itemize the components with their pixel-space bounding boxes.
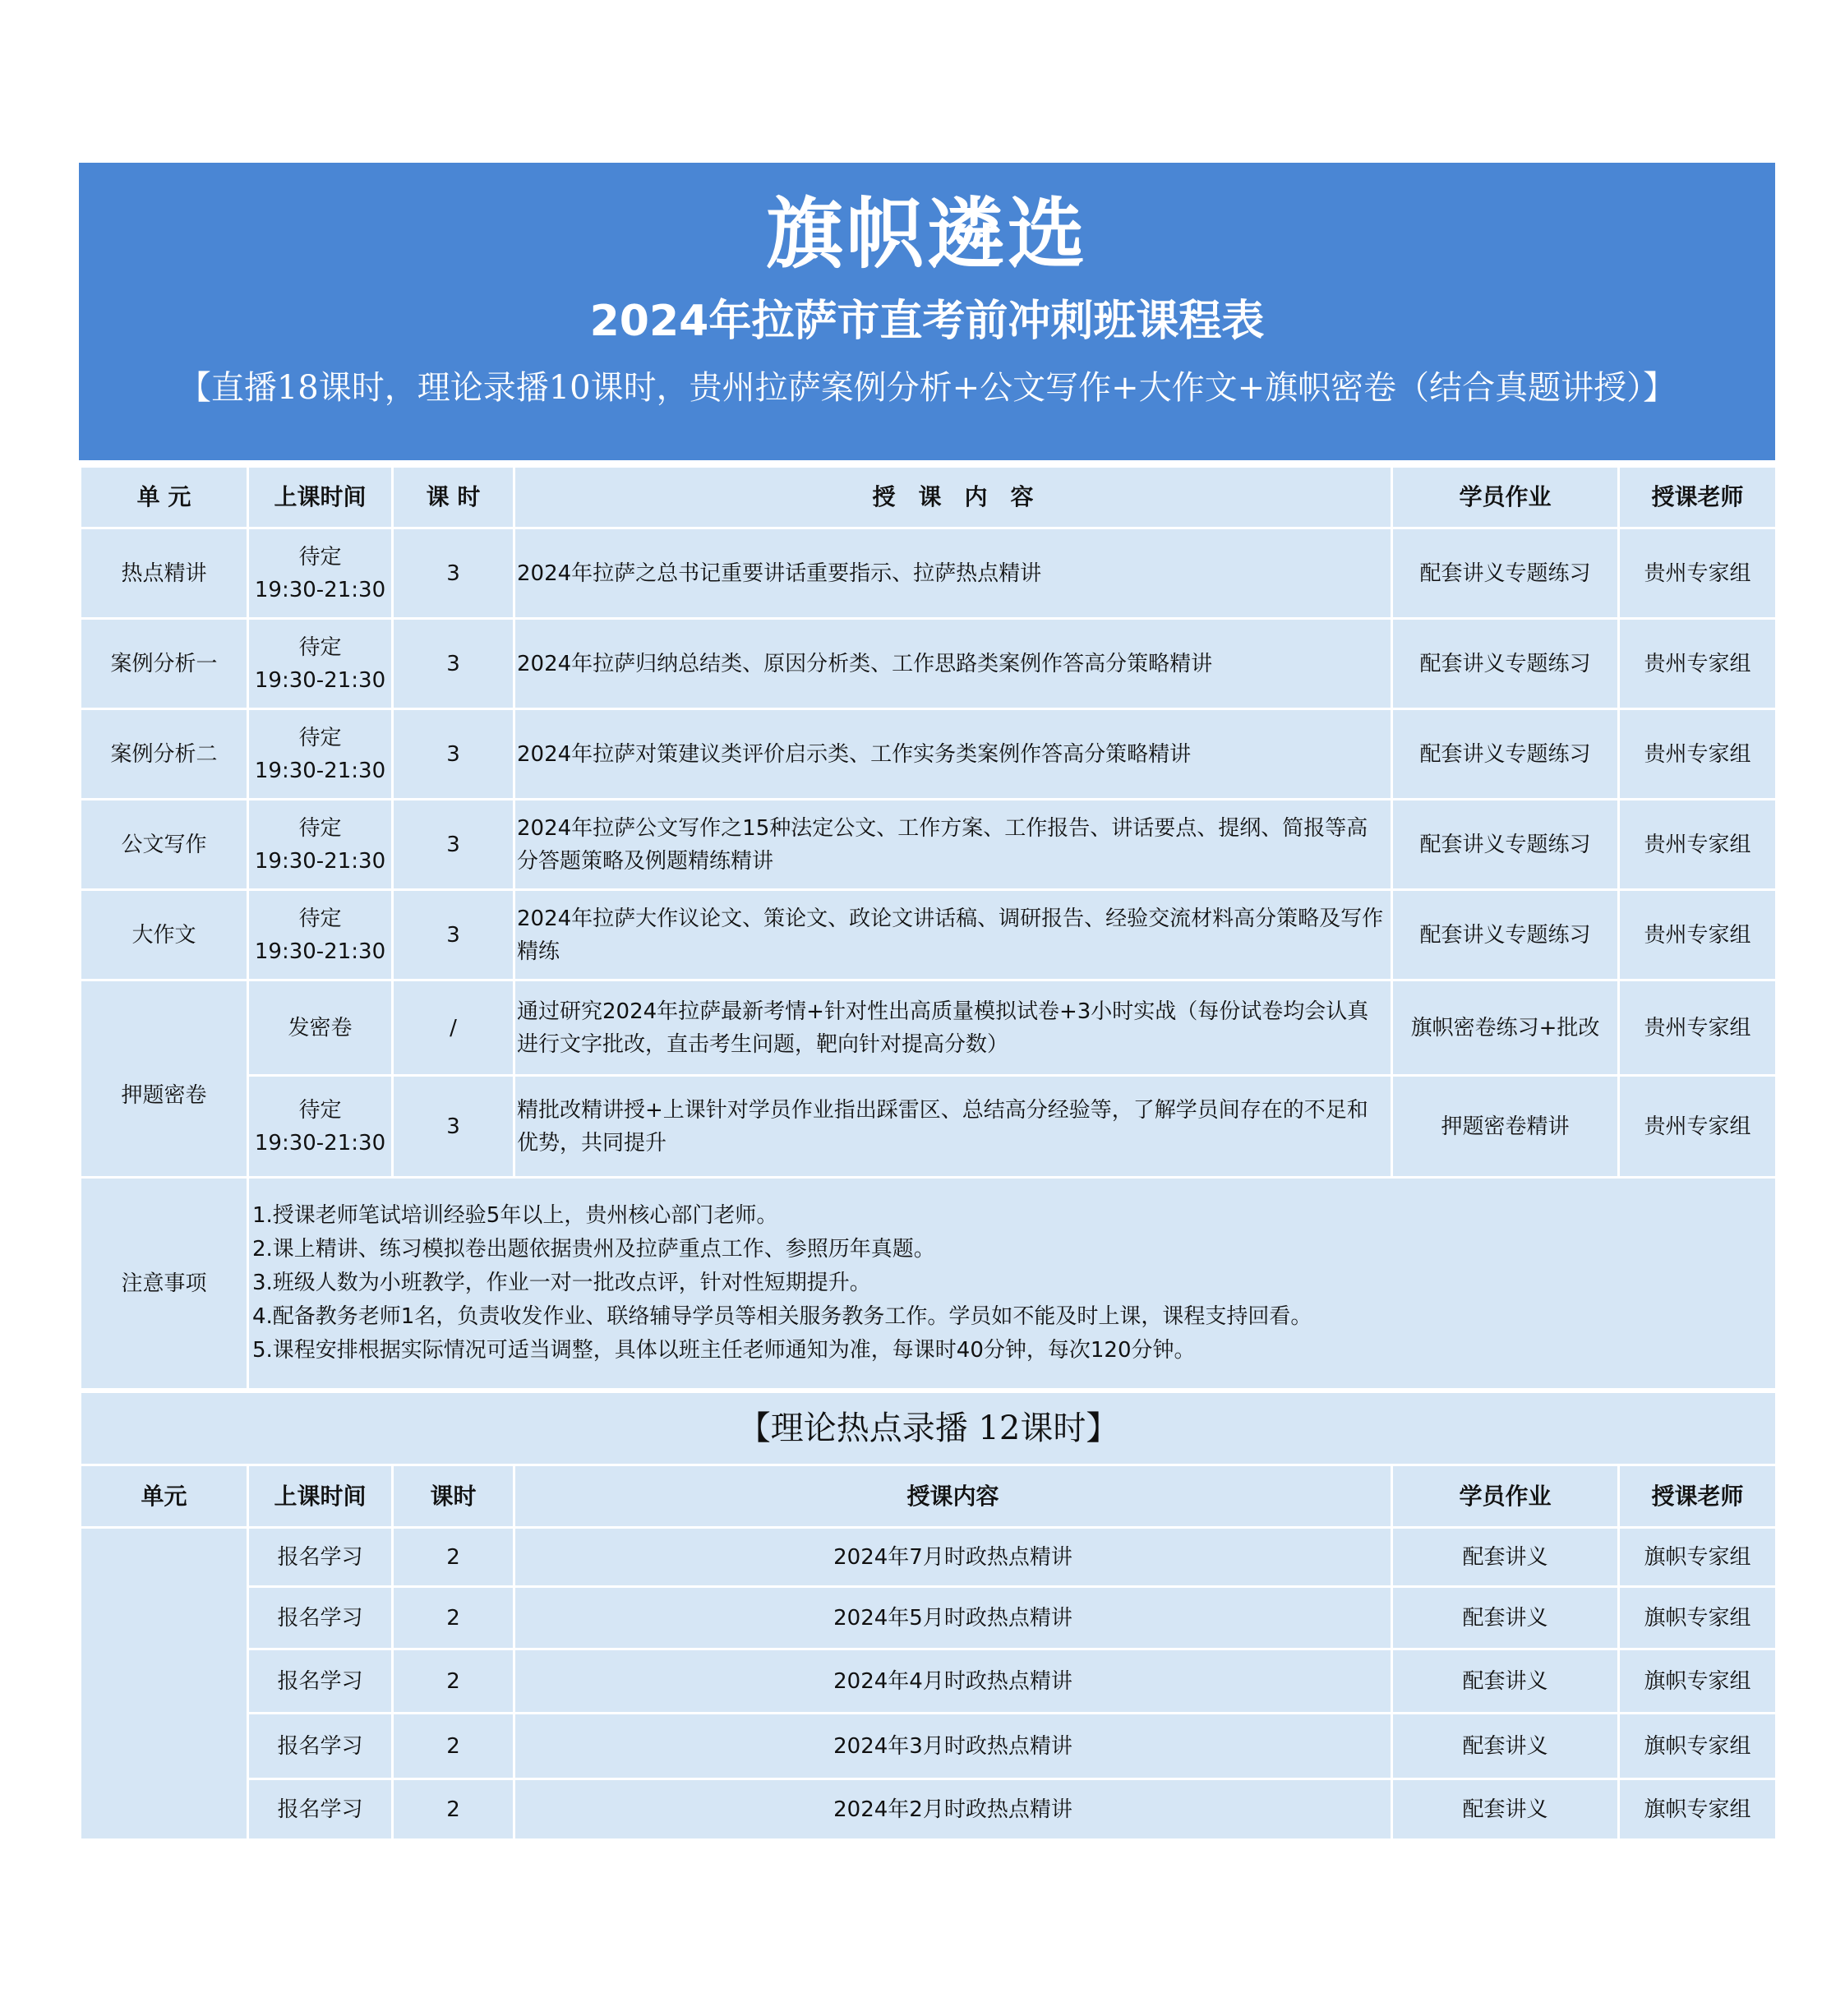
unit-cell: 热点精讲: [81, 528, 248, 619]
recorded-header-row: [81, 1465, 1777, 1528]
header-banner: [79, 163, 1775, 460]
table-row: [81, 709, 1777, 800]
teacher-cell: 贵州专家组: [1619, 890, 1777, 980]
time-status: 待定: [298, 1097, 342, 1123]
notes-label: 注意事项: [81, 1178, 248, 1390]
hours-cell: 2: [393, 1649, 514, 1714]
col-header-hours: 课时: [393, 1465, 514, 1528]
content-cell: 2024年7月时政热点精讲: [514, 1528, 1392, 1587]
hours-cell: 2: [393, 1779, 514, 1840]
homework-cell: 押题密卷精讲: [1392, 1076, 1619, 1178]
unit-cell: 大作文: [81, 890, 248, 980]
homework-cell: 配套讲义: [1392, 1714, 1619, 1779]
col-header-time: 上课时间: [248, 467, 393, 528]
homework-cell: 配套讲义专题练习: [1392, 619, 1619, 709]
time-cell: [248, 528, 393, 619]
col-header-teacher: 授课老师: [1619, 467, 1777, 528]
table-row: [81, 1076, 1777, 1178]
teacher-cell: 旗帜专家组: [1619, 1587, 1777, 1649]
unit-cell: 公文写作: [81, 800, 248, 890]
col-header-homework: 学员作业: [1392, 1465, 1619, 1528]
brand-title: 旗帜遴选: [765, 190, 1088, 279]
homework-cell: 配套讲义专题练习: [1392, 528, 1619, 619]
hours-cell: 3: [393, 890, 514, 980]
table-row: [81, 1649, 1777, 1714]
note-item: 4.配备教务老师1名，负责收发作业、联络辅导学员等相关服务教务工作。学员如不能及时上课，课程支持回看。: [252, 1304, 1312, 1329]
col-header-homework: 学员作业: [1392, 467, 1619, 528]
teacher-cell: 贵州专家组: [1619, 619, 1777, 709]
content-cell: 2024年拉萨之总书记重要讲话重要指示、拉萨热点精讲: [514, 528, 1392, 619]
hours-cell: 3: [393, 619, 514, 709]
col-header-teacher: 授课老师: [1619, 1465, 1777, 1528]
homework-cell: 配套讲义专题练习: [1392, 709, 1619, 800]
teacher-cell: 旗帜专家组: [1619, 1779, 1777, 1840]
time-cell: 报名学习: [248, 1779, 393, 1840]
table-row: [81, 1779, 1777, 1840]
recorded-section-title: 【理论热点录播 12课时】: [81, 1392, 1777, 1465]
notes-content: [248, 1178, 1777, 1390]
time-status: 待定: [298, 906, 342, 931]
time-cell: 报名学习: [248, 1649, 393, 1714]
table-row: [81, 890, 1777, 980]
unit-cell: 案例分析二: [81, 709, 248, 800]
homework-cell: 配套讲义: [1392, 1587, 1619, 1649]
content-cell: 2024年2月时政热点精讲: [514, 1779, 1392, 1840]
content-cell: 精批改精讲授+上课针对学员作业指出踩雷区、总结高分经验等，了解学员间存在的不足和优势，共同提升: [514, 1076, 1392, 1178]
table-row: [81, 1528, 1777, 1587]
time-cell: 发密卷: [248, 980, 393, 1076]
note-item: 3.班级人数为小班教学，作业一对一批改点评，针对性短期提升。: [252, 1271, 871, 1295]
hours-cell: 2: [393, 1528, 514, 1587]
table-row: [81, 1714, 1777, 1779]
teacher-cell: 旗帜专家组: [1619, 1714, 1777, 1779]
col-header-unit: 单元: [81, 1465, 248, 1528]
recorded-schedule-table: [79, 1391, 1778, 1841]
content-cell: 2024年4月时政热点精讲: [514, 1649, 1392, 1714]
note-item: 2.课上精讲、练习模拟卷出题依据贵州及拉萨重点工作、参照历年真题。: [252, 1237, 935, 1262]
time-status: 待定: [298, 725, 342, 750]
time-status: 待定: [298, 544, 342, 570]
time-range: 19:30-21:30: [254, 1130, 386, 1156]
hours-cell: 3: [393, 800, 514, 890]
col-header-unit: 单 元: [81, 467, 248, 528]
teacher-cell: 旗帜专家组: [1619, 1528, 1777, 1587]
time-status: 待定: [298, 634, 342, 660]
unit-cell: 案例分析一: [81, 619, 248, 709]
col-header-time: 上课时间: [248, 1465, 393, 1528]
content-cell: 2024年3月时政热点精讲: [514, 1714, 1392, 1779]
time-cell: 报名学习: [248, 1528, 393, 1587]
table-row: [81, 619, 1777, 709]
teacher-cell: 贵州专家组: [1619, 709, 1777, 800]
content-cell: 2024年拉萨对策建议类评价启示类、工作实务类案例作答高分策略精讲: [514, 709, 1392, 800]
content-cell: 2024年5月时政热点精讲: [514, 1587, 1392, 1649]
homework-cell: 配套讲义: [1392, 1649, 1619, 1714]
hours-cell: 2: [393, 1587, 514, 1649]
teacher-cell: 贵州专家组: [1619, 1076, 1777, 1178]
note-item: 1.授课老师笔试培训经验5年以上，贵州核心部门老师。: [252, 1203, 778, 1228]
teacher-cell: 贵州专家组: [1619, 528, 1777, 619]
time-range: 19:30-21:30: [254, 667, 386, 693]
notes-row: [81, 1178, 1777, 1390]
table-row: [81, 980, 1777, 1076]
homework-cell: 旗帜密卷练习+批改: [1392, 980, 1619, 1076]
unit-cell: 押题密卷: [81, 980, 248, 1178]
table-row: [81, 528, 1777, 619]
content-cell: 2024年拉萨大作议论文、策论文、政论文讲话稿、调研报告、经验交流材料高分策略及写作精练: [514, 890, 1392, 980]
unit-cell: [81, 1528, 248, 1840]
homework-cell: 配套讲义: [1392, 1528, 1619, 1587]
hours-cell: 2: [393, 1714, 514, 1779]
schedule-sheet: [79, 163, 1775, 1841]
time-cell: 报名学习: [248, 1714, 393, 1779]
time-cell: [248, 619, 393, 709]
hours-cell: 3: [393, 709, 514, 800]
teacher-cell: 旗帜专家组: [1619, 1649, 1777, 1714]
time-status: 待定: [298, 815, 342, 841]
col-header-content: 授课内容: [514, 1465, 1392, 1528]
schedule-title: 2024年拉萨市直考前冲刺班课程表: [589, 297, 1265, 346]
time-cell: [248, 1076, 393, 1178]
time-cell: [248, 890, 393, 980]
hours-cell: /: [393, 980, 514, 1076]
recorded-title-row: [81, 1392, 1777, 1465]
col-header-content: 授 课 内 容: [514, 467, 1392, 528]
teacher-cell: 贵州专家组: [1619, 800, 1777, 890]
col-header-hours: 课 时: [393, 467, 514, 528]
time-range: 19:30-21:30: [254, 758, 386, 783]
content-cell: 2024年拉萨公文写作之15种法定公文、工作方案、工作报告、讲话要点、提纲、简报等高分答题策略及例题精练精讲: [514, 800, 1392, 890]
note-item: 5.课程安排根据实际情况可适当调整，具体以班主任老师通知为准，每课时40分钟，每次120分钟。: [252, 1338, 1196, 1363]
time-cell: 报名学习: [248, 1587, 393, 1649]
live-schedule-table: [79, 465, 1778, 1391]
homework-cell: 配套讲义专题练习: [1392, 800, 1619, 890]
homework-cell: 配套讲义专题练习: [1392, 890, 1619, 980]
content-cell: 通过研究2024年拉萨最新考情+针对性出高质量模拟试卷+3小时实战（每份试卷均会认真进行文字批改，直击考生问题，靶向针对提高分数）: [514, 980, 1392, 1076]
hours-cell: 3: [393, 528, 514, 619]
time-range: 19:30-21:30: [254, 577, 386, 602]
time-cell: [248, 709, 393, 800]
hours-cell: 3: [393, 1076, 514, 1178]
table-row: [81, 800, 1777, 890]
live-header-row: [81, 467, 1777, 528]
teacher-cell: 贵州专家组: [1619, 980, 1777, 1076]
time-range: 19:30-21:30: [254, 848, 386, 874]
time-cell: [248, 800, 393, 890]
content-cell: 2024年拉萨归纳总结类、原因分析类、工作思路类案例作答高分策略精讲: [514, 619, 1392, 709]
table-row: [81, 1587, 1777, 1649]
time-range: 19:30-21:30: [254, 939, 386, 964]
course-summary: 【直播18课时，理论录播10课时，贵州拉萨案例分析+公文写作+大作文+旗帜密卷（结合真题讲授）】: [178, 369, 1677, 407]
homework-cell: 配套讲义: [1392, 1779, 1619, 1840]
